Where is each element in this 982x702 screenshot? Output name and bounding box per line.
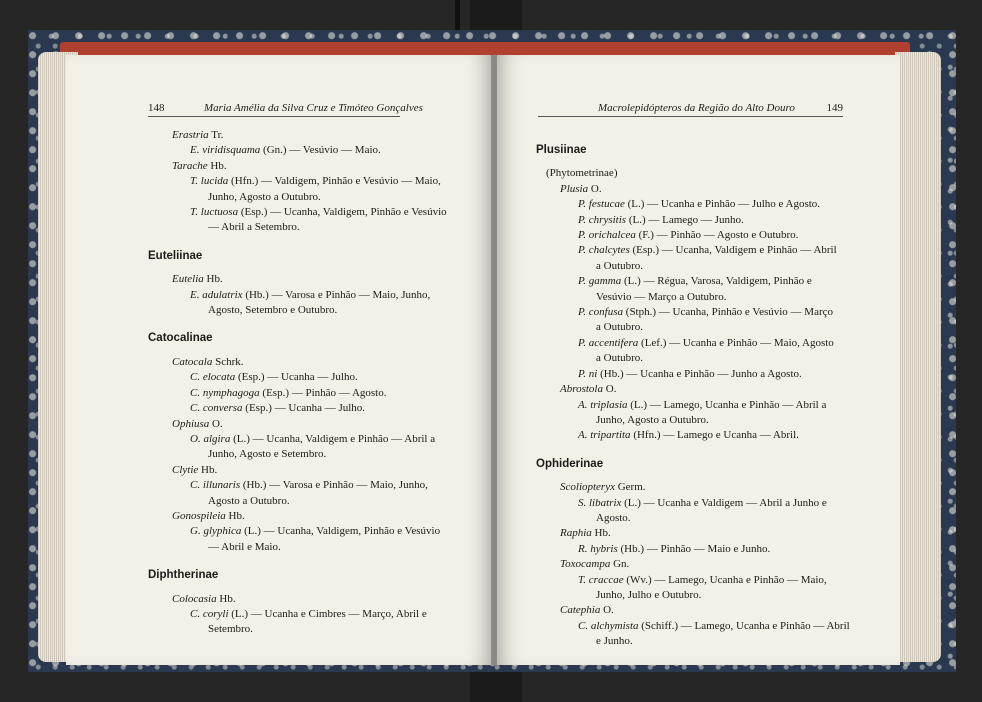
species-name: T. lucida xyxy=(190,175,229,188)
text-line: (Phytometrinae) xyxy=(546,167,618,180)
species-name: C. elocata xyxy=(190,371,236,384)
text-line: Scoliopteryx Germ. xyxy=(560,481,646,494)
species-name: P. chrysitis xyxy=(578,213,627,226)
text-line: Vesúvio — Março a Outubro. xyxy=(596,290,727,303)
species-name: A. tripartita xyxy=(578,429,631,442)
text-line: Junho, Agosto a Outubro. xyxy=(596,413,709,426)
species-name: P. chalcytes xyxy=(578,244,630,257)
text-line: a Outubro. xyxy=(596,321,644,334)
text-line: Toxocampa Gn. xyxy=(560,558,630,571)
text-line: Colocasia Hb. xyxy=(172,592,236,605)
genus-name: Ophiusa xyxy=(172,417,210,430)
genus-name: Catephia xyxy=(560,604,601,617)
genus-name: Erastria xyxy=(172,129,209,141)
species-name: P. gamma xyxy=(578,275,622,288)
text-line: Agosto. xyxy=(596,511,631,524)
genus-name: Gonospileia xyxy=(172,509,226,522)
genus-name: Toxocampa xyxy=(560,558,611,571)
text-line: Agosto a Outubro. xyxy=(208,494,290,507)
genus-name: Raphia xyxy=(560,527,592,540)
right-page-number: 149 xyxy=(826,102,843,114)
text-line: Setembro. xyxy=(208,623,253,636)
genus-name: Abrostola xyxy=(560,383,603,396)
species-name: P. confusa xyxy=(578,306,624,319)
text-line: P. chalcytes (Esp.) — Ucanha, Valdigem e Pinhão — Abril xyxy=(578,244,837,257)
species-name: S. libatrix xyxy=(578,496,622,509)
text-line: Junho, Agosto a Outubro. xyxy=(208,190,321,203)
species-name: P. ni xyxy=(578,367,598,380)
text-line: a Outubro. xyxy=(596,259,644,272)
genus-name: Plusia xyxy=(560,182,589,195)
text-line: Abrostola O. xyxy=(560,383,617,396)
text-line: C. elocata (Esp.) — Ucanha — Julho. xyxy=(190,371,358,384)
genus-name: Catocala xyxy=(172,355,213,368)
text-line: Agosto, Setembro e Outubro. xyxy=(208,304,338,317)
text-line: C. coryli (L.) — Ucanha e Cimbres — Março, Abril e xyxy=(190,607,427,620)
species-name: C. coryli xyxy=(190,607,229,620)
species-name: T. craccae xyxy=(578,573,624,586)
section-heading: Diphtherinae xyxy=(148,569,219,582)
text-line: A. tripartita (Hfn.) — Lamego e Ucanha — Abril. xyxy=(578,429,799,442)
species-name: C. alchymista xyxy=(578,619,639,632)
text-line: E. adulatrix (Hb.) — Varosa e Pinhão — Maio, Junho, xyxy=(190,288,431,301)
text-line: C. alchymista (Schiff.) — Lamego, Ucanha e Pinhão — Abril xyxy=(578,619,850,632)
text-line: e Junho. xyxy=(596,635,633,648)
genus-name: Scoliopteryx xyxy=(560,481,615,494)
book-gutter xyxy=(491,55,497,665)
text-line: — Abril a Setembro. xyxy=(208,221,300,234)
text-line: P. chrysitis (L.) — Lamego — Junho. xyxy=(578,213,744,226)
text-line: P. accentifera (Lef.) — Ucanha e Pinhão — Maio, Agosto xyxy=(578,336,834,349)
species-name: E. adulatrix xyxy=(190,288,243,301)
section-heading: Euteliinae xyxy=(148,249,203,262)
left-page-number: 148 xyxy=(148,102,165,114)
genus-name: Tarache xyxy=(172,159,208,172)
species-name: R. hybris xyxy=(578,542,618,555)
text-line: P. ni (Hb.) — Ucanha e Pinhão — Junho a Agosto. xyxy=(578,367,802,380)
left-head-title: Maria Amélia da Silva Cruz e Timóteo Gonçalves xyxy=(204,102,423,114)
stand-gap xyxy=(455,0,460,30)
right-running-head xyxy=(538,102,843,117)
text-line: Junho, Agosto e Setembro. xyxy=(208,448,327,461)
right-page-text xyxy=(536,143,850,650)
left-page-text xyxy=(148,128,452,638)
page-stack-right xyxy=(895,52,941,662)
text-line: Clytie Hb. xyxy=(172,463,218,476)
text-line: E. viridisquama (Gn.) — Vesúvio — Maio. xyxy=(190,144,381,157)
text-line: Catocala Schrk. xyxy=(172,355,244,368)
genus-name: Eutelia xyxy=(172,273,204,286)
text-line: — Abril e Maio. xyxy=(208,540,281,553)
species-name: E. viridisquama xyxy=(190,144,261,157)
text-line: Eutelia Hb. xyxy=(172,273,223,286)
text-line: S. libatrix (L.) — Ucanha e Valdigem — Abril a Junho e xyxy=(578,496,827,509)
text-line: C. illunaris (Hb.) — Varosa e Pinhão — Maio, Junho, xyxy=(190,479,428,492)
text-line: C. conversa (Esp.) — Ucanha — Julho. xyxy=(190,402,366,415)
genus-name: Clytie xyxy=(172,463,199,476)
text-line: Erastria Tr. xyxy=(172,129,224,141)
text-line: G. glyphica (L.) — Ucanha, Valdigem, Pinhão e Vesúvio xyxy=(190,525,441,538)
book-headband xyxy=(60,42,910,56)
text-line: a Outubro. xyxy=(596,352,644,365)
right-head-title: Macrolepidópteros da Região do Alto Douro xyxy=(598,102,795,114)
species-name: C. illunaris xyxy=(190,479,241,492)
text-line: C. nymphagoga (Esp.) — Pinhão — Agosto. xyxy=(190,386,387,399)
species-name: P. orichalcea xyxy=(578,229,636,242)
text-line: R. hybris (Hb.) — Pinhão — Maio e Junho. xyxy=(578,542,771,555)
text-line: Raphia Hb. xyxy=(560,527,611,540)
species-name: O. algira xyxy=(190,432,231,445)
left-running-head xyxy=(148,102,423,117)
species-name: G. glyphica xyxy=(190,525,242,538)
text-line: P. gamma (L.) — Régua, Varosa, Valdigem, Pinhão e xyxy=(578,275,812,288)
section-heading: Ophiderinae xyxy=(536,457,604,470)
text-line: Gonospileia Hb. xyxy=(172,509,245,522)
text-line: Tarache Hb. xyxy=(172,159,227,172)
text-line: P. confusa (Stph.) — Ucanha, Pinhão e Vesúvio — Março xyxy=(578,306,834,319)
text-line: T. lucida (Hfn.) — Valdigem, Pinhão e Vesúvio — Maio, xyxy=(190,175,441,188)
text-line: P. festucae (L.) — Ucanha e Pinhão — Julho e Agosto. xyxy=(578,198,821,211)
section-heading: Plusiinae xyxy=(536,144,587,156)
text-line: Ophiusa O. xyxy=(172,417,223,430)
genus-name: Colocasia xyxy=(172,592,217,605)
species-name: T. luctuosa xyxy=(190,206,239,219)
species-name: P. festucae xyxy=(578,198,625,211)
text-line: P. orichalcea (F.) — Pinhão — Agosto e Outubro. xyxy=(578,229,799,242)
text-line: Plusia O. xyxy=(560,182,602,195)
text-line: A. triplasia (L.) — Lamego, Ucanha e Pinhão — Abril a xyxy=(578,398,827,411)
text-line: Catephia O. xyxy=(560,604,614,617)
section-heading: Catocalinae xyxy=(148,332,213,345)
text-line: T. luctuosa (Esp.) — Ucanha, Valdigem, Pinhão e Vesúvio xyxy=(190,206,447,219)
species-name: P. accentifera xyxy=(578,336,639,349)
text-line: T. craccae (Wv.) — Lamego, Ucanha e Pinhão — Maio, xyxy=(578,573,827,586)
species-name: A. triplasia xyxy=(578,398,628,411)
text-line: Junho, Julho e Outubro. xyxy=(596,588,702,601)
species-name: C. conversa xyxy=(190,402,243,415)
species-name: C. nymphagoga xyxy=(190,386,260,399)
text-line: O. algira (L.) — Ucanha, Valdigem e Pinhão — Abril a xyxy=(190,432,436,445)
